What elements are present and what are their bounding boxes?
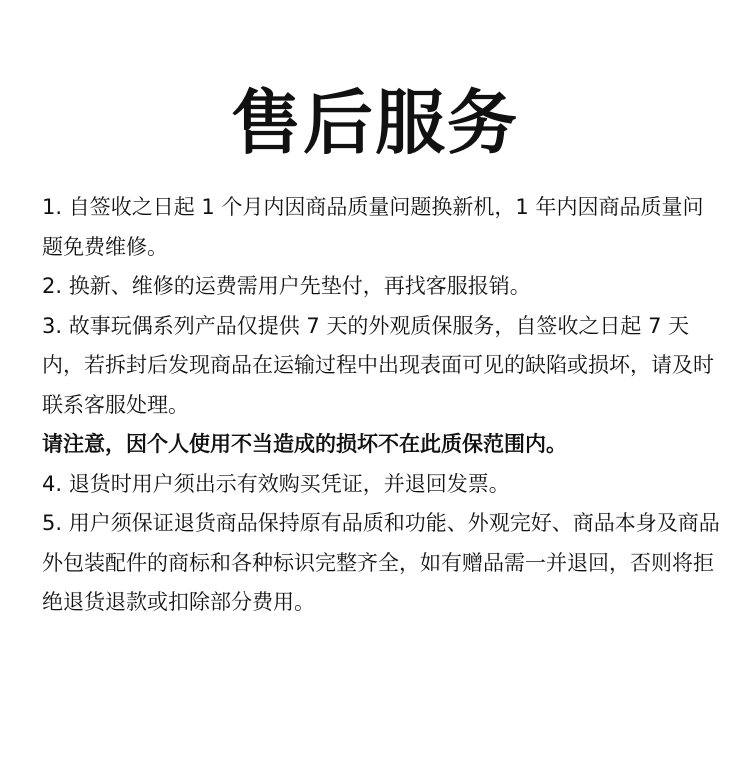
policy-notice: 请注意，因个人使用不当造成的损坏不在此质保范围内。 — [42, 432, 567, 456]
policy-item-2: 2. 换新、维修的运费需用户先垫付，再找客服报销。 — [42, 274, 531, 298]
policy-item-4: 4. 退货时用户须出示有效购买凭证，并退回发票。 — [42, 471, 510, 496]
policy-text — [42, 188, 722, 623]
policy-item-3: 3. 故事玩偶系列产品仅提供 7 天的外观质保服务，自签收之日起 7 天内，若拆封后发现商品在运输过程中出现表面可见的缺陷或损坏，请及时联系客服处理。 — [42, 313, 714, 417]
page-title: 售后服务 — [231, 81, 519, 164]
policy-item-5: 5. 用户须保证退货商品保持原有品质和功能、外观完好、商品本身及商品外包装配件的商标和各种标识完整齐全，如有赠品需一并退回，否则将拒绝退货退款或扣除部分费用。 — [42, 511, 720, 614]
policy-item-1: 1. 自签收之日起 1 个月内因商品质量问题换新机，1 年内因商品质量问题免费维修。 — [42, 195, 704, 259]
